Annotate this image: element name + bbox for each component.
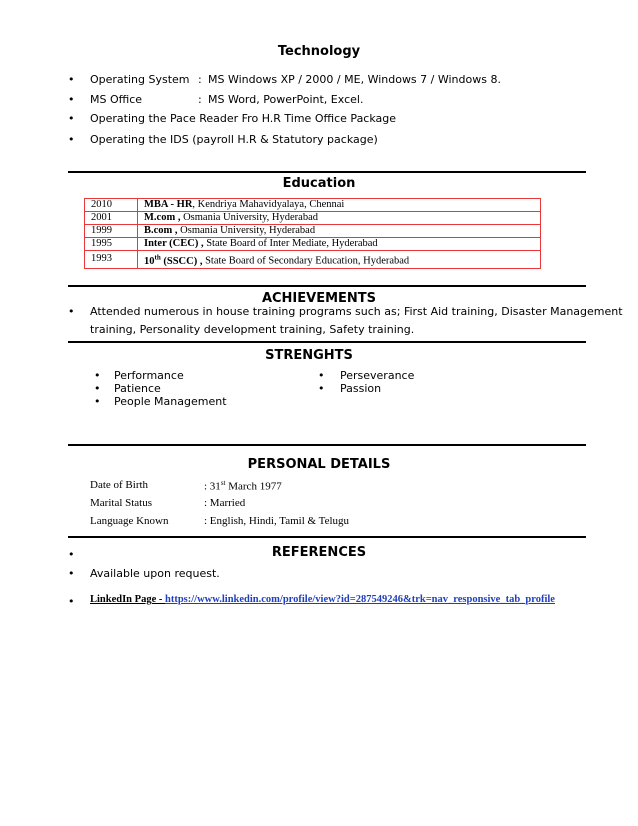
- ids-item: Operating the IDS (payroll H.R & Statutory package): [90, 133, 378, 146]
- education-year: 1995: [85, 238, 138, 251]
- pace-reader-item: Operating the Pace Reader Fro H.R Time Office Package: [90, 112, 397, 125]
- bullet-icon: •: [94, 395, 101, 408]
- achievements-line-1: Attended numerous in house training programs such as; First Aid training, Disaster Management: [90, 305, 623, 318]
- technology-heading: Technology: [277, 44, 361, 59]
- bullet-icon: •: [318, 369, 325, 382]
- os-value: MS Windows XP / 2000 / ME, Windows 7 / Windows 8.: [208, 73, 501, 86]
- education-heading: Education: [282, 176, 356, 191]
- bullet-icon: •: [94, 369, 101, 382]
- linkedin-item: [90, 594, 555, 605]
- marital-label: Marital Status: [90, 497, 153, 509]
- bullet-icon: •: [68, 595, 75, 608]
- achievements-line-2: training, Personality development training, Safety training.: [90, 323, 415, 336]
- bullet-icon: •: [68, 112, 75, 125]
- table-row: [85, 251, 541, 269]
- education-detail: [138, 238, 541, 251]
- os-label: Operating System: [90, 73, 190, 86]
- office-label: MS Office: [90, 93, 143, 106]
- os-separator: :: [198, 73, 202, 86]
- office-value: MS Word, PowerPoint, Excel.: [208, 93, 364, 106]
- dob-value: : 31st March 1977: [204, 479, 282, 493]
- education-institution: Osmania University, Hyderabad: [177, 225, 316, 236]
- divider: [68, 536, 586, 538]
- bullet-icon: •: [68, 567, 75, 580]
- table-row: [85, 212, 541, 225]
- bullet-icon: •: [318, 382, 325, 395]
- education-detail: [138, 212, 541, 225]
- education-year: 2010: [85, 199, 138, 212]
- linkedin-label[interactable]: LinkedIn Page -: [90, 594, 165, 605]
- education-degree: 10th (SSCC) ,: [144, 253, 203, 267]
- table-row: [85, 238, 541, 251]
- strength-item: Perseverance: [340, 369, 415, 382]
- education-detail: [138, 199, 541, 212]
- education-institution: , Kendriya Mahavidyalaya, Chennai: [192, 199, 345, 210]
- education-detail: [138, 225, 541, 238]
- table-row: [85, 199, 541, 212]
- dob-label: Date of Birth: [90, 479, 149, 491]
- strengths-heading: STRENGHTS: [265, 348, 353, 363]
- references-available: Available upon request.: [90, 567, 220, 580]
- strength-item: Patience: [114, 382, 161, 395]
- education-year: 1999: [85, 225, 138, 238]
- office-separator: :: [198, 93, 202, 106]
- bullet-icon: •: [68, 93, 75, 106]
- divider: [68, 444, 586, 446]
- achievements-heading: ACHIEVEMENTS: [261, 291, 377, 306]
- education-degree: MBA - HR: [144, 199, 193, 210]
- strength-item: Passion: [340, 382, 382, 395]
- education-year: 2001: [85, 212, 138, 225]
- education-table: [84, 198, 541, 269]
- education-degree: Inter (CEC) ,: [144, 238, 204, 249]
- marital-value: : Married: [204, 497, 246, 509]
- language-value: : English, Hindi, Tamil & Telugu: [204, 515, 350, 527]
- education-detail: [138, 251, 541, 269]
- table-row: [85, 225, 541, 238]
- education-degree: M.com ,: [144, 212, 181, 223]
- bullet-icon: •: [68, 548, 75, 561]
- strength-item: Performance: [114, 369, 184, 382]
- divider: [68, 285, 586, 287]
- education-institution: Osmania University, Hyderabad: [180, 212, 318, 223]
- divider: [68, 341, 586, 343]
- strength-item: People Management: [114, 395, 227, 408]
- bullet-icon: •: [68, 133, 75, 146]
- education-degree: B.com ,: [144, 225, 178, 236]
- bullet-icon: •: [68, 305, 75, 318]
- bullet-icon: •: [68, 73, 75, 86]
- education-year: 1993: [85, 251, 138, 269]
- linkedin-link[interactable]: https://www.linkedin.com/profile/view?id=287549246&trk=nav_responsive_tab_profile: [164, 594, 555, 605]
- education-institution: State Board of Inter Mediate, Hyderabad: [203, 238, 378, 249]
- education-institution: State Board of Secondary Education, Hyderabad: [202, 255, 410, 267]
- bullet-icon: •: [94, 382, 101, 395]
- references-heading: REFERENCES: [271, 545, 367, 560]
- personal-details-heading: PERSONAL DETAILS: [247, 457, 391, 472]
- divider: [68, 171, 586, 173]
- language-label: Language Known: [90, 515, 169, 527]
